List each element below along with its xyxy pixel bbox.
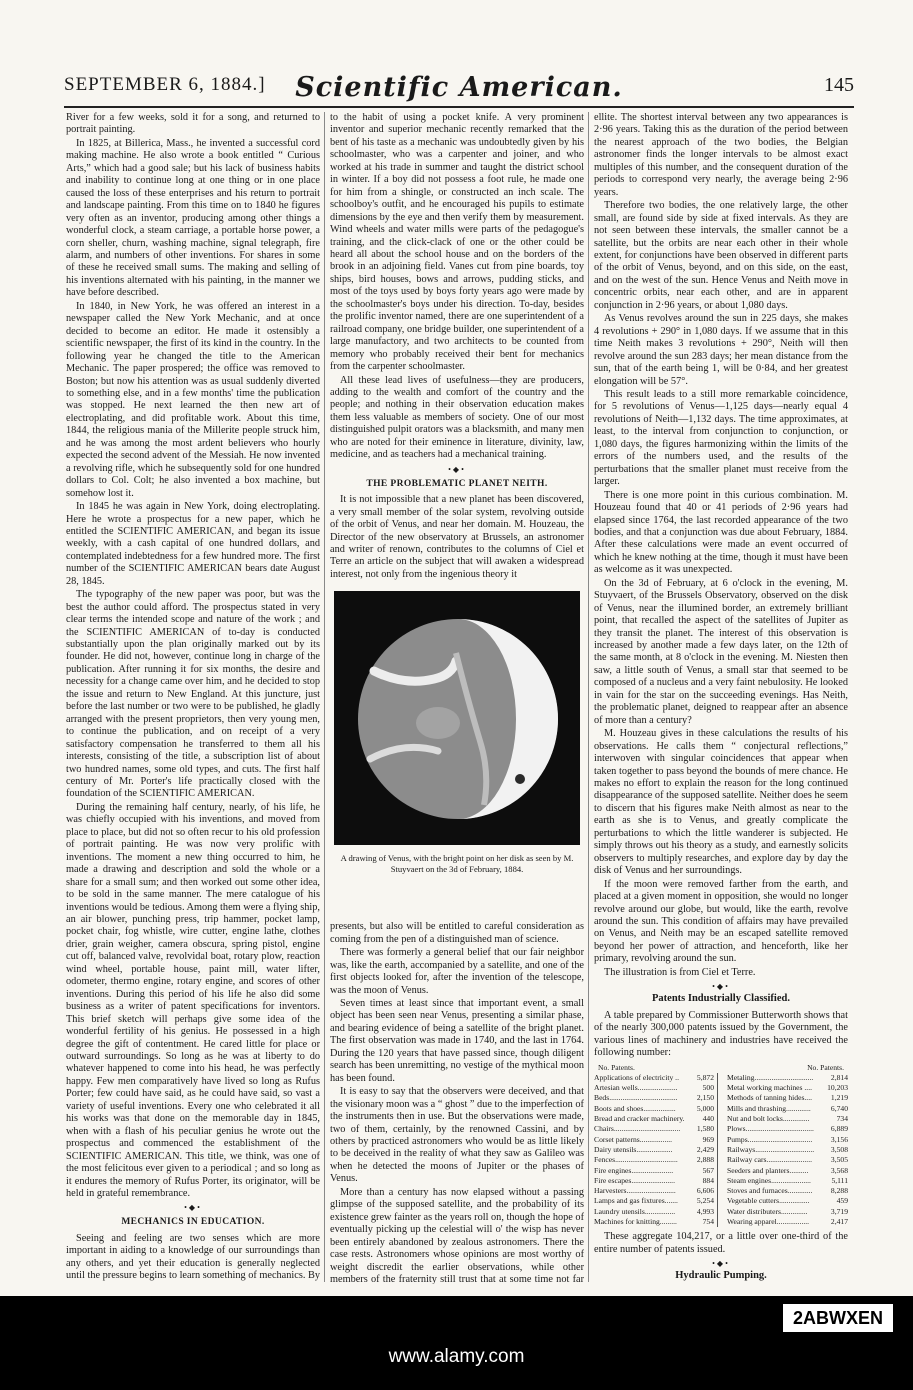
table-row [727, 1093, 848, 1103]
table-header [594, 1063, 848, 1073]
table-row [594, 1176, 714, 1186]
table-cell-count: 969 [702, 1134, 714, 1144]
stock-banner [0, 1296, 913, 1390]
table-cell-item: Mills and thrashing............. [727, 1103, 811, 1113]
table-cell-item: Harvesters.......................... [594, 1186, 676, 1196]
table-cell-item: Stoves and furnaces............. [727, 1186, 813, 1196]
table-cell-count: 440 [702, 1114, 714, 1124]
table-cell-item: Bread and cracker machinery. [594, 1114, 685, 1124]
table-cell-item: Vegetable cutters................ [727, 1196, 810, 1206]
table-cell-item: Metal working machines .... [727, 1083, 812, 1093]
table-cell-item: Applications of electricity .. [594, 1072, 679, 1082]
table-row [594, 1093, 714, 1103]
table-cell-count: 1,219 [830, 1093, 848, 1103]
table-cell-count: 3,156 [830, 1134, 848, 1144]
paragraph: presents, but also will be entitled to careful consideration as coming from the pen of a distinguished man of science. [330, 921, 584, 945]
table-cell-count: 5,000 [696, 1103, 714, 1113]
table-row [727, 1196, 848, 1206]
table-cell-count: 2,429 [696, 1144, 714, 1154]
table-row [594, 1196, 714, 1206]
paragraph: All these lead lives of usefulness—they are producers, adding to the wealth and comfort of the country and the people; and nothing in their observation education makes them less valuable as members of society. One of our most distinguished pulpit orators was a blacksmith, and many men who are noted for their eminence in literature, divinity, law, medicine, and as teachers had a mechanical training. [330, 374, 584, 461]
table-cell-item: Methods of tanning hides.... [727, 1093, 812, 1103]
table-column-left [594, 1073, 718, 1227]
table-row [594, 1124, 714, 1134]
paragraph: In 1845 he was again in New York, doing electroplating. Here he wrote a prospectus for a new paper, which he entitled the SCIENTIFIC AMERICAN, and began its issue weekly, with a cash capital of one hundred dollars, and contemplated indebtedness for a few hundred more. The first number of the SCIENTIFIC AMERICAN bears date August 28, 1845. [66, 501, 320, 587]
table-cell-count: 5,254 [696, 1196, 714, 1206]
column-header: No. Patents. [598, 1062, 635, 1072]
table-cell-item: Fire engines...................... [594, 1165, 674, 1175]
table-row [594, 1104, 714, 1114]
header-rule [64, 106, 854, 108]
section-heading: THE PROBLEMATIC PLANET NEITH. [366, 478, 548, 489]
table-row [727, 1073, 848, 1083]
table-row [727, 1186, 848, 1196]
table-cell-item: Water distributers.............. [727, 1206, 808, 1216]
table-cell-count: 3,508 [830, 1144, 848, 1154]
paragraph: There is one more point in this curious combination. M. Houzeau found that 40 or 41 periods of 2·96 years had elapsed since 1764, the last recorded appearance of the two bodies, and that a conjunction was due about February, 1884. After these calculations were made an event occurred of which he knew nothing at the time, though it must have been as welcome as it was unexpected. [594, 489, 848, 576]
paragraph: In 1840, in New York, he was offered an interest in a newspaper called the New York Mechanic, and at once decided to become an editor. He made it ostensibly a scientific newspaper, the first of its kind in the country. In the following year he changed the title to the American Mechanic. The paper prospered; the office was removed to Boston; but now his attention was as usual suddenly diverted to something else, and in a few months' time the publication was stopped. He next learned the then new art of electroplating, and did profitable work. About this time, 1844, the religious mania of the Millerite people struck him, and he was among the most ardent believers who hourly expected the second advent of the Messiah. He now invented a revolving rifle, which he subsequently sold for one hundred dollars to Col. Colt; he also invented a box machine, but somehow lost it. [66, 300, 320, 499]
table-row [594, 1135, 714, 1145]
table-cell-count: 3,505 [830, 1155, 848, 1165]
table-cell-item: Metaling............................... [727, 1072, 814, 1082]
table-cell-item: Plows.................................... [727, 1124, 814, 1134]
paragraph: As Venus revolves around the sun in 225 days, she makes 4 revolutions + 290° in 1,080 days. If we assume that in this time Neith makes 3 revolutions + 290°, Neith will then revolve around the sun 283 days; her mean distance from the sun, that of the earth being 1, will be 0·84, and her greatest elongation will be 57°. [594, 313, 848, 387]
column-divider [588, 112, 589, 1282]
table-cell-count: 500 [702, 1083, 714, 1093]
column-2 [330, 112, 584, 1284]
table-cell-item: Fire escapes....................... [594, 1175, 675, 1185]
section-heading: Hydraulic Pumping. [675, 1270, 767, 1282]
table-cell-count: 2,888 [696, 1155, 714, 1165]
table-row [727, 1114, 848, 1124]
table-row [727, 1104, 848, 1114]
table-column-right [724, 1073, 848, 1227]
column-divider [324, 112, 325, 1282]
table-cell-count: 2,150 [696, 1093, 714, 1103]
table-cell-count: 1,580 [696, 1124, 714, 1134]
section-ornament: •◆• [448, 464, 466, 474]
column-1 [66, 112, 320, 1284]
table-row [594, 1186, 714, 1196]
table-cell-count: 4,993 [696, 1206, 714, 1216]
table-cell-item: Machines for knitting......... [594, 1216, 677, 1226]
table-cell-item: Fences................................. [594, 1155, 678, 1165]
table-row [727, 1176, 848, 1186]
table-cell-count: 5,111 [831, 1175, 848, 1185]
table-cell-item: Pumps.................................. [727, 1134, 813, 1144]
table-cell-count: 567 [702, 1165, 714, 1175]
table-row [594, 1114, 714, 1124]
venus-figure [330, 591, 584, 917]
column-3 [594, 112, 848, 1284]
table-cell-item: Artesian wells..................... [594, 1083, 678, 1093]
table-cell-item: Laundry utensils................ [594, 1206, 676, 1216]
section-ornament: •◆• [712, 982, 730, 992]
paragraph: M. Houzeau gives in these calculations the results of his observations. He calls them “ conjectural reflections,” interwoven with singular coincidences that appear when taken together to pass beyond the bounds of mere chance. He makes no effort to explain the reason for the long continued disappearance of the supposed satellite. Neither does he seem to discern that his figures make Neith almost as near to the earth as she is to Venus, and greatly complicate the perturbations to which the little wanderer is subjected. He simply throws out his theory as a study, and earnestly solicits observers to multiply researches, and explore day by day the disk of Venus and her surroundings. [594, 728, 848, 877]
table-cell-item: Chairs................................... [594, 1124, 681, 1134]
table-cell-count: 2,417 [830, 1216, 848, 1226]
table-cell-count: 5,872 [696, 1072, 714, 1082]
table-row [594, 1145, 714, 1155]
table-cell-item: Steam engines..................... [727, 1175, 811, 1185]
table-body [594, 1073, 848, 1227]
image-id-label: 2ABWXEN [783, 1304, 893, 1332]
section-ornament: •◆• [184, 1203, 202, 1213]
figure-caption: A drawing of Venus, with the bright point on her disk as seen by M. Stuyvaert on the 3d of February, 1884. [340, 853, 574, 875]
paragraph: to the habit of using a pocket knife. A very prominent inventor and superior mechanic recently remarked that the bent of his taste as a mechanic was undoubtedly given by his schoolmaster, who was a carpenter and joiner, and who worked at his trade in summer and taught the district school in winter. If a boy did not possess a foot rule, he made one for him from a shingle, or constructed an inch scale. The schoolboy's outfit, and he encouraged his pupils to estimate dimensions by the eye and then verify them by measurement. Wind wheels and water mills were parts of the pedagogue's training, and the click-clack of one or the other could be heard all about the school house and on the borders of the brook in an adjoining field. Vanes cut from pine boards, toy ships, bird houses, bows and arrows, pudding sticks, and most of the toys used by boys forty years ago were made by the schoolmaster's boys under his direction. To-day, besides the prolific inventor named, there are one superintendent of a railroad company, one bridge builder, one superintendent of a large manufactory, and two architects to be counted from memory who probably received their bent for mechanics from the carpenter schoolmaster. [330, 112, 584, 373]
table-row [594, 1083, 714, 1093]
table-row [594, 1155, 714, 1165]
masthead-title: Scientific American. [295, 72, 623, 103]
table-cell-item: Corset patterns................. [594, 1134, 673, 1144]
table-row [594, 1166, 714, 1176]
table-row [727, 1166, 848, 1176]
table-row [727, 1155, 848, 1165]
paragraph: The typography of the new paper was poor, but was the best the author could afford. The prospectus stated in very clear terms the intended scope and nature of the work ; and the SCIENTIFIC AMERICAN of to-day is conducted substantially upon the plan originally marked out by its founder. He did not, however, continue long in charge of the publication. After running it for six months, the desire and necessity for a change came over him, and he decided to stop the issue and return to New England. At this juncture, just before the last number or two were to be published, he gladly arranged with the present proprietors, then very young men, to continue the publication, and on receipt of a very satisfactory compensation he transferred to them all his interests, consisting of the title, a subscription list of about two hundred names, some old types, and cuts. The first half century of Mr. Porter's life practically closed with the foundation of the SCIENTIFIC AMERICAN. [66, 589, 320, 800]
section-heading: Patents Industrially Classified. [652, 993, 790, 1005]
table-cell-item: Wearing apparel................. [727, 1216, 810, 1226]
table-cell-count: 6,889 [830, 1124, 848, 1134]
section-heading: MECHANICS IN EDUCATION. [121, 1217, 265, 1228]
table-cell-item: Nut and bolt locks.............. [727, 1114, 810, 1124]
paragraph: On the 3d of February, at 6 o'clock in the evening, M. Stuyvaert, of the Brussels Observatory, observed on the disk of Venus, near the illumined border, an extremely brilliant point, that recalled the aspect of the satellites of Jupiter as they transit the planet. The interest of this observation is increased by another made a few days later, on the 12th of the same month, at 8 o'clock in the evening. M. Niesten then saw, a little south of Venus, a small star that seemed to be composed of a nucleus and a very faint nebulosity. He looked in vain for the star on the succeeding evenings. Has Neith, the problematic planet, deigned to reappear after an absence of more than a century? [594, 577, 848, 726]
table-cell-item: Dairy utensils................... [594, 1144, 673, 1154]
table-cell-count: 2,814 [830, 1072, 848, 1082]
paragraph: If the moon were removed farther from the earth, and placed at a given moment in opposition, she would no longer revolve around our globe, but would, like the earth, revolve around the sun. This condition of affairs may have prevailed on Venus, and Neith may be an escaped satellite removed beyond her power of attraction, and henceforth, like her primary, revolving around the sun. [594, 878, 848, 965]
table-cell-count: 884 [702, 1175, 714, 1185]
table-cell-count: 10,203 [827, 1083, 848, 1093]
paragraph: In 1825, at Billerica, Mass., he invented a successful cord making machine. He also wrote a book entitled “ Curious Arts,” which had a good sale; but his lack of business habits and inability to continue long at one thing or in one place caused the loss of these enterprises and his return to portrait and landscape painting. From this time on to 1840 he figures very often as an inventor, producing among other things a wonderful clock, a steam carriage, a portable horse power, a corn sheller, churn, washing machine, signal telegraph, fire alarm, and numbers of other inventions. For shares in some of these he received small sums. The making and selling of his inventions alternated with his painting, in the manner we have before described. [66, 137, 320, 299]
table-row [727, 1135, 848, 1145]
bright-point [515, 774, 525, 784]
table-cell-count: 8,288 [830, 1186, 848, 1196]
table-cell-item: Beds.................................... [594, 1093, 678, 1103]
table-cell-count: 754 [702, 1216, 714, 1226]
section-ornament: •◆• [712, 1259, 730, 1269]
paragraph: During the remaining half century, nearly, of his life, he was chiefly occupied with his inventions, and moved from place to place, but did not so often recur to his old profession of portrait painting. He was now very prolific with inventions. The moment a new thing occurred to him, he made a drawing and description and sold the whole or a share for a small sum; and then worked out some other idea, to be sold in the same manner. The mere catalogue of his inventions would be tedious. Among them were a flying ship, an air blower, punching press, trip hammer, pocket lamp, pocket chair, fog whistle, wire cutter, engine lathe, clothes drier, grain weigher, camera obscura, spring pistol, engine cut off, balanced valve, revolvidal boat, rotary plow, reaction wind wheel, portable house, paint mill, water lifter, odometer, thermo engine, rotary engine, and scores of other inventions. During this period of his life he also did some business as a writer of patent specifications for inventors. This brief sketch will perhaps give some idea of the wonderful fertility of his genius. He possessed in a high degree the gift of contentment. He cared little for place or outward surroundings. So long as he was at liberty to do whatever happened to come into his head, he was perfectly happy. Few men comparatively have lived so long as Rufus Porter; few could have said, as he could have said, so vast a variety of useful inventions. Every one who celebrated it all his works was that done on the memorable day in 1845, when with a flash of his peculiar genius he wrote out the prospectus and commenced the establishment of the SCIENTIFIC AMERICAN. This title, we think, was one of the most felicitous ever given to a periodical ; and so long as it endures the memory of Rufus Porter, its originator, will be held in grateful remembrance. [66, 801, 320, 1199]
paragraph: River for a few weeks, sold it for a song, and returned to portrait painting. [66, 112, 320, 136]
column-header: No. Patents. [807, 1062, 844, 1072]
table-cell-count: 459 [836, 1196, 848, 1206]
table-cell-count: 6,740 [830, 1103, 848, 1113]
site-url: www.alamy.com [388, 1346, 525, 1367]
table-cell-count: 3,568 [830, 1165, 848, 1175]
paragraph: Seeing and feeling are two senses which are more important in aiding to a knowledge of our surroundings than any others, and yet their education is generally neglected until the pressure begins to learn something of mechanics. By [66, 1232, 320, 1282]
paragraph: The illustration is from Ciel et Terre. [604, 966, 756, 978]
paragraph: Seven times at least since that important event, a small object has been seen near Venus, presenting a similar phase, and bearing evidence of being a satellite of the bright planet. The first observation was made in 1740, and the last in 1764. During the 120 years that have passed since, though diligent search has been unremitting, no vestige of the mythical moon has been found. [330, 998, 584, 1084]
paragraph: This result leads to a still more remarkable coincidence, for 5 revolutions of Venus—1,125 days—nearly equal 4 revolutions of Neith—1,132 days. The time approximates, at least, to the interval from conjunction to conjunction, or 1,080 days, the figures harmonizing within the limits of the errors of the numbers used, and the results of the perturbations that the smaller planet must receive from the larger. [594, 388, 848, 488]
table-cell-item: Railway cars........................ [727, 1155, 812, 1165]
paragraph: There was formerly a general belief that our fair neighbor was, like the earth, accompanied by a satellite, and one of the first objects looked for, after the invention of the telescope, was the moon of Venus. [330, 947, 584, 996]
paragraph: These aggregate 104,217, or a little over one-third of the entire number of patents issued. [594, 1231, 848, 1255]
table-cell-item: Boots and shoes................. [594, 1103, 676, 1113]
table-cell-count: 6,606 [696, 1186, 714, 1196]
venus-drawing [334, 591, 580, 845]
venus-illustration [334, 591, 580, 845]
table-cell-item: Seeders and planters.......... [727, 1165, 809, 1175]
page-header [64, 72, 854, 102]
table-row [594, 1217, 714, 1227]
table-cell-item: Lamps and gas fixtures....... [594, 1196, 678, 1206]
paragraph: A table prepared by Commissioner Butterworth shows that of the nearly 300,000 patents issued by the Government, the various lines of machinery and industries have received the following number: [594, 1009, 848, 1059]
patents-table [594, 1063, 848, 1228]
table-row [594, 1207, 714, 1217]
table-row [594, 1073, 714, 1083]
paragraph: Therefore two bodies, the one relatively large, the other small, are found side by side at fixed intervals. As they are not seen between these intervals, the smaller cannot be a satellite, but the orbits are near each other in their whole extent, for conjunctions have been observed in different parts of the orbit of Venus, beyond, and on this side, on the east, and on the west of the sun. Hence Venus and Neith move in concentric orbits, near each other, and are in apparent conjunction in 2·96 years, or about 1,080 days. [594, 200, 848, 311]
table-row [727, 1145, 848, 1155]
paragraph: More than a century has now elapsed without a passing glimpse of the supposed satellite, and the probability of its existence grew fainter as the years roll on, though the hope of eventually picking up the celestial will o' the wisp has never been entirely abandoned by zealous astronomers. There the case rests. Astronomers whose opinions are most worthy of weight discredit the earlier observations, while other members of the fraternity still trust that at some time not far [330, 1186, 584, 1284]
issue-date: SEPTEMBER 6, 1884.] [64, 74, 266, 95]
table-row [727, 1124, 848, 1134]
paragraph: ellite. The shortest interval between any two appearances is 2·96 years. Taking this as the duration of the period between the nearest approach of the two bodies, the Belgian astronomer finds the longer intervals to be almost exact multiples of this number, and the consequent duration of the periods to correspond very nearly, the average being 2·96 years. [594, 112, 848, 198]
paragraph: It is easy to say that the observers were deceived, and that the visionary moon was a “ ghost ” due to the imperfection of the instruments then in use. But the observations were made, two of them, certainly, by the renowned Cassini, and by others by practiced astronomers who would be as little likely to be deceived in the reality of what they saw as Galileo was when he detected the moons of Jupiter or the phases of Venus. [330, 1086, 584, 1185]
page-number: 145 [824, 74, 854, 96]
table-row [727, 1207, 848, 1217]
table-cell-count: 3,719 [830, 1206, 848, 1216]
table-row [727, 1083, 848, 1093]
table-cell-count: 734 [836, 1114, 848, 1124]
table-row [727, 1217, 848, 1227]
table-cell-item: Railways............................... [727, 1144, 815, 1154]
paragraph: It is not impossible that a new planet has been discovered, a very small member of the solar system, revolving outside of the orbit of Venus, and near her domain. M. Houzeau, the Director of the new observatory at Brussels, an astronomer and writer of renown, contributes to the columns of Ciel et Terre an article on the subject that will awaken a widespread interest, not only from the ingenious theory it [330, 494, 584, 580]
